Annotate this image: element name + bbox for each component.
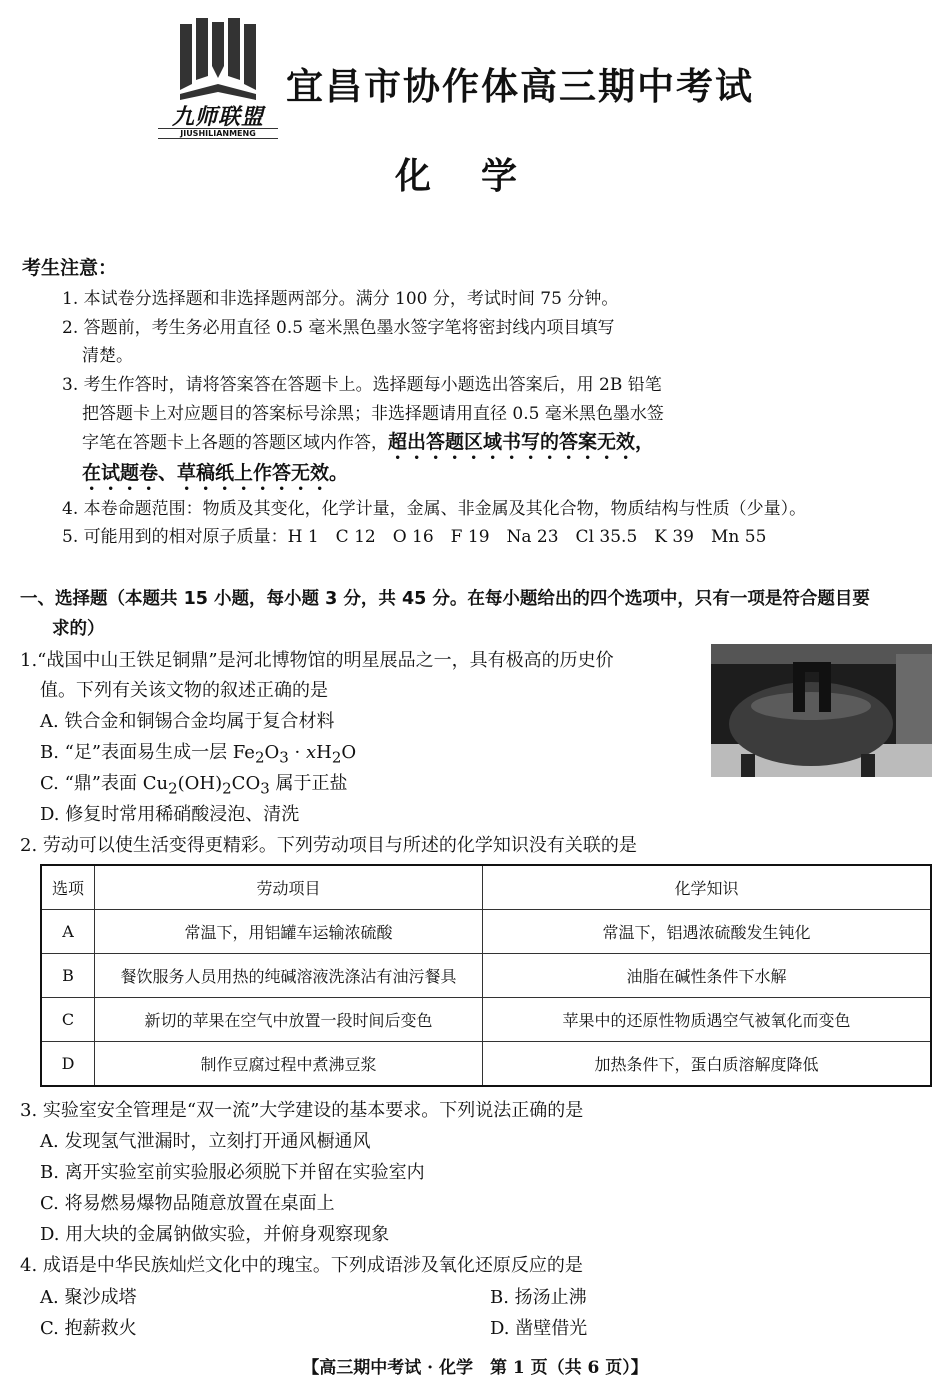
- q2-stem: 2. 劳动可以使生活变得更精彩。下列劳动项目与所述的化学知识没有关联的是: [20, 835, 637, 856]
- logo-text: 九师联盟: [171, 105, 264, 130]
- table-header-cell: 劳动项目: [95, 865, 483, 910]
- q4-option-a: A. 聚沙成塔: [40, 1287, 137, 1308]
- notice-item-3d-emphasis: 在试题卷、草稿纸上作答无效。: [82, 462, 349, 484]
- q1-c-text: C. “鼎”表面 Cu: [40, 773, 169, 794]
- table-cell: 常温下，铝遇浓硫酸发生钝化: [483, 910, 932, 954]
- q1-option-c: [40, 769, 347, 798]
- sub: 2: [222, 779, 232, 798]
- q1-c-co: CO: [231, 773, 261, 794]
- table-row: [41, 1042, 931, 1087]
- notice-item-3d: [82, 458, 348, 495]
- table-cell: 新切的苹果在空气中放置一段时间后变色: [95, 998, 483, 1042]
- q1-b-text: B. “足”表面易生成一层 Fe: [40, 742, 255, 763]
- table-cell: 常温下，用铝罐车运输浓硫酸: [95, 910, 483, 954]
- table-cell: D: [41, 1042, 95, 1087]
- q4-option-b: B. 扬汤止沸: [490, 1287, 587, 1308]
- q1-b-dot: ·: [288, 742, 306, 763]
- sub: 2: [331, 748, 342, 767]
- q3-option-d: D. 用大块的金属钠做实验，并俯身观察现象: [40, 1224, 390, 1245]
- section-heading-line2: 求的）: [52, 619, 105, 639]
- notice-item-4: 4. 本卷命题范围：物质及其变化，化学计量，金属、非金属及其化合物，物质结构与性质（少量）。: [62, 499, 807, 519]
- table-header-row: [41, 865, 931, 910]
- table-header-cell: 化学知识: [483, 865, 932, 910]
- q1-option-b: [40, 738, 356, 767]
- table-row: [41, 998, 931, 1042]
- q1-c-oh: (OH): [177, 773, 223, 794]
- notice-item-5: 5. 可能用到的相对原子质量：H 1 C 12 O 16 F 19 Na 23 Cl 35.5 K 39 Mn 55: [62, 527, 767, 547]
- page-footer: 【高三期中考试 · 化学 第 1 页（共 6 页）】: [302, 1358, 648, 1378]
- sub: 2: [168, 779, 178, 798]
- sub: 3: [260, 779, 270, 798]
- table-row: [41, 954, 931, 998]
- table-cell: 制作豆腐过程中煮沸豆浆: [95, 1042, 483, 1087]
- table-cell: B: [41, 954, 95, 998]
- notice-item-1: 1. 本试卷分选择题和非选择题两部分。满分 100 分，考试时间 75 分钟。: [62, 289, 619, 309]
- q3-stem: 3. 实验室安全管理是“双一流”大学建设的基本要求。下列说法正确的是: [20, 1100, 584, 1121]
- subject-title: 化学: [395, 156, 568, 197]
- q2-table: [40, 864, 932, 1087]
- sub: 2: [254, 748, 265, 767]
- notice-item-3c-plain: 字笔在答题卡上各题的答题区域内作答，: [82, 433, 388, 453]
- q4-stem: 4. 成语是中华民族灿烂文化中的瑰宝。下列成语涉及氧化还原反应的是: [20, 1255, 583, 1276]
- q3-option-a: A. 发现氢气泄漏时，立刻打开通风橱通风: [40, 1131, 371, 1152]
- q4-option-d: D. 凿壁借光: [490, 1318, 588, 1339]
- logo-subtext: JIUSHILIANMENG: [158, 128, 278, 139]
- table-cell: A: [41, 910, 95, 954]
- bronze-ding-photo: [711, 644, 932, 777]
- table-cell: 苹果中的还原性物质遇空气被氧化而变色: [483, 998, 932, 1042]
- q1-stem-1: 1.“战国中山王铁足铜鼎”是河北博物馆的明星展品之一，具有极高的历史价: [20, 650, 614, 671]
- notice-item-2b: 清楚。: [82, 346, 133, 366]
- q1-b-x: x: [306, 742, 317, 763]
- q3-option-b: B. 离开实验室前实验服必须脱下并留在实验室内: [40, 1162, 425, 1183]
- notice-item-2a: 2. 答题前，考生务必用直径 0.5 毫米黑色墨水签字笔将密封线内项目填写: [62, 318, 615, 338]
- table-header-cell: 选项: [41, 865, 95, 910]
- q1-option-a: A. 铁合金和铜锡合金均属于复合材料: [40, 711, 335, 732]
- table-cell: 油脂在碱性条件下水解: [483, 954, 932, 998]
- table-cell: 餐饮服务人员用热的纯碱溶液洗涤沾有油污餐具: [95, 954, 483, 998]
- table-row: [41, 910, 931, 954]
- q1-option-d: D. 修复时常用稀硝酸浸泡、清洗: [40, 804, 300, 825]
- table-cell: 加热条件下，蛋白质溶解度降低: [483, 1042, 932, 1087]
- section-heading-line1: 一、选择题（本题共 15 小题，每小题 3 分，共 45 分。在每小题给出的四个选项中，只有一项是符合题目要: [20, 589, 870, 609]
- notice-item-3b: 把答题卡上对应题目的答案标号涂黑；非选择题请用直径 0.5 毫米黑色墨水签: [82, 404, 664, 424]
- q1-b-o: O: [264, 742, 280, 763]
- q1-c-post: 属于正盐: [269, 773, 348, 794]
- table-cell: C: [41, 998, 95, 1042]
- q1-b-o2: O: [341, 742, 357, 763]
- q1-stem-2: 值。下列有关该文物的叙述正确的是: [40, 680, 328, 701]
- sub: 3: [279, 748, 289, 767]
- notice-item-3c-emphasis: 超出答题区域书写的答案无效，: [388, 431, 655, 453]
- notice-item-3a: 3. 考生作答时，请将答案答在答题卡上。选择题每小题选出答案后，用 2B 铅笔: [62, 375, 662, 395]
- q1-b-h: H: [316, 742, 332, 763]
- exam-title: 宜昌市协作体高三期中考试: [286, 65, 754, 108]
- notice-heading: 考生注意：: [22, 257, 118, 279]
- q4-option-c: C. 抱薪救火: [40, 1318, 137, 1339]
- q3-option-c: C. 将易燃易爆物品随意放置在桌面上: [40, 1193, 335, 1214]
